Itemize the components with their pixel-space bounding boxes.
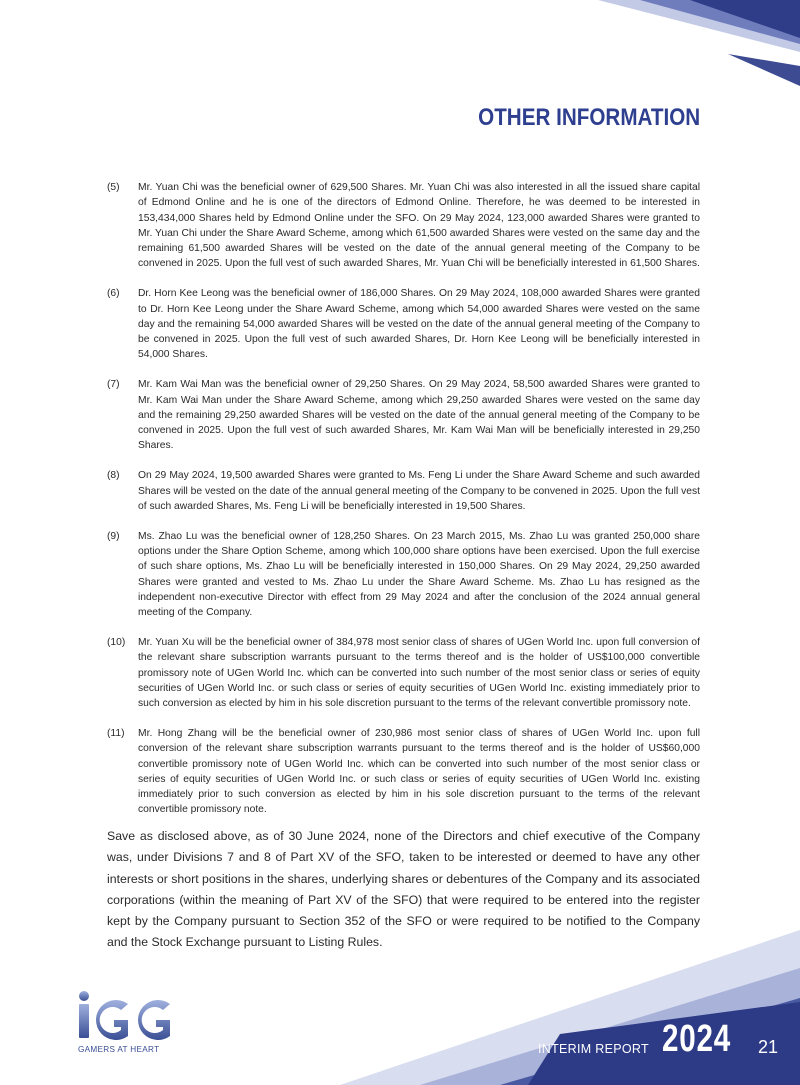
note-number: (10) [107, 636, 126, 648]
note-number: (5) [107, 182, 120, 193]
note-item [107, 529, 700, 621]
note-text: Mr. Yuan Chi was the beneficial owner of 629,500 Shares. Mr. Yuan Chi was also interested in all the issued share capital of Edmond Online and he is one of the directors of Edmond Online. Therefore, he was deemed to be interested in 153,434,000 Shares held by Edmond Online under the SFO. On 29 May 2024, 123,000 awarded Shares were granted to Mr. Yuan Chi under the Share Award Scheme, among which 61,500 awarded Shares were vested on the same day and the remaining 61,500 awarded Shares will be vested on the date of the annual general meeting of the Company to be convened in 2025. Upon the full vest of such awarded Shares, Mr. Yuan Chi will be beneficially interested in 61,500 Shares. [138, 182, 700, 270]
logo-tagline: GAMERS AT HEART [78, 1045, 160, 1054]
note-item [107, 635, 700, 711]
note-number: (11) [107, 727, 125, 739]
header-band-accent [728, 54, 800, 86]
note-item [107, 726, 700, 818]
note-item [107, 180, 700, 272]
report-year: 2024 [662, 1018, 732, 1060]
report-label: INTERIM REPORT [538, 1042, 649, 1056]
note-item [107, 377, 700, 453]
note-number: (6) [107, 288, 120, 300]
note-text: Mr. Hong Zhang will be the beneficial owner of 230,986 most senior class of shares of UGen World Inc. upon full conversion of the relevant share subscription warrants pursuant to the terms thereof and is the holder of US$60,000 convertible promissory note of UGen World Inc. which can be converted into such number of the most senior class or series of equity securities of UGen World Inc. or such class or series of equity securities of UGen World Inc. existing immediately prior to such conversion as elected by him in his sole discretion pursuant to the terms of the relevant convertible promissory note. [138, 727, 700, 816]
note-text: On 29 May 2024, 19,500 awarded Shares were granted to Ms. Feng Li under the Share Award Scheme and such awarded Shares will be vested on the date of the annual general meeting of the Company to be convened in 2025. Upon the full vest of such awarded Shares, Ms. Feng Li will be beneficially interested in 19,500 Shares. [138, 470, 700, 512]
note-text: Mr. Kam Wai Man was the beneficial owner of 29,250 Shares. On 29 May 2024, 58,500 awarded Shares were granted to Mr. Kam Wai Man under the Share Award Scheme, among which 29,250 awarded Shares were vested on the same day and the remaining 29,250 awarded Shares will be vested on the date of the annual general meeting of the Company to be convened in 2025. Upon the full vest of such awarded Shares, Mr. Kam Wai Man will be beneficially interested in 29,250 Shares. [138, 379, 700, 452]
note-number: (7) [107, 379, 120, 391]
note-number: (8) [107, 470, 120, 482]
note-text: Dr. Horn Kee Leong was the beneficial owner of 186,000 Shares. On 29 May 2024, 108,000 awarded Shares were granted to Dr. Horn Kee Leong under the Share Award Scheme, among which 54,000 awarded Shares were vested on the same day and the remaining 54,000 awarded Shares will be vested on the date of the annual general meeting of the Company to be convened in 2025. Upon the full vest of such awarded Shares, Dr. Horn Kee Leong will be beneficially interested in 54,000 Shares. [138, 288, 700, 361]
note-number: (9) [107, 530, 120, 542]
note-text: Mr. Yuan Xu will be the beneficial owner of 384,978 most senior class of shares of UGen World Inc. upon full conversion of the relevant share subscription warrants pursuant to the terms thereof and is the holder of US$100,000 convertible promissory note of UGen World Inc. which can be converted into such number of the most senior class or series of equity securities of UGen World Inc. or such class or series of equity securities of UGen World Inc. existing immediately prior to such conversion as elected by him in his sole discretion pursuant to the terms of the relevant convertible promissory note. [138, 636, 700, 710]
note-item [107, 468, 700, 514]
page-number: 21 [758, 1037, 779, 1057]
closing-paragraph: Save as disclosed above, as of 30 June 2024, none of the Directors and chief executive of the Company was, under Divisions 7 and 8 of Part XV of the SFO, taken to be interested or deemed to have any other interests or short positions in the shares, underlying shares or debentures of the Company and its associated corporations (within the meaning of Part XV of the SFO) that were required to be entered into the register kept by the Company pursuant to Section 352 of the SFO or were required to be notified to the Company and the Stock Exchange pursuant to Listing Rules. [107, 829, 700, 950]
notes-list [107, 180, 700, 832]
page-title: OTHER INFORMATION [477, 104, 700, 131]
note-item [107, 286, 700, 362]
note-text: Ms. Zhao Lu was the beneficial owner of 128,250 Shares. On 23 March 2015, Ms. Zhao Lu was granted 250,000 share options under the Share Option Scheme, among which 100,000 share options have been exercised. Upon the full exercise of such share options, Ms. Zhao Lu will be beneficially interested in 150,000 Shares. On 29 May 2024, 29,250 awarded Shares were granted and vested to Ms. Zhao Lu under the Share Award Scheme. Ms. Zhao Lu has resigned as the independent non-executive Director with effect from 29 May 2024 and after the conclusion of the 2024 annual general meeting of the Company. [138, 530, 700, 619]
